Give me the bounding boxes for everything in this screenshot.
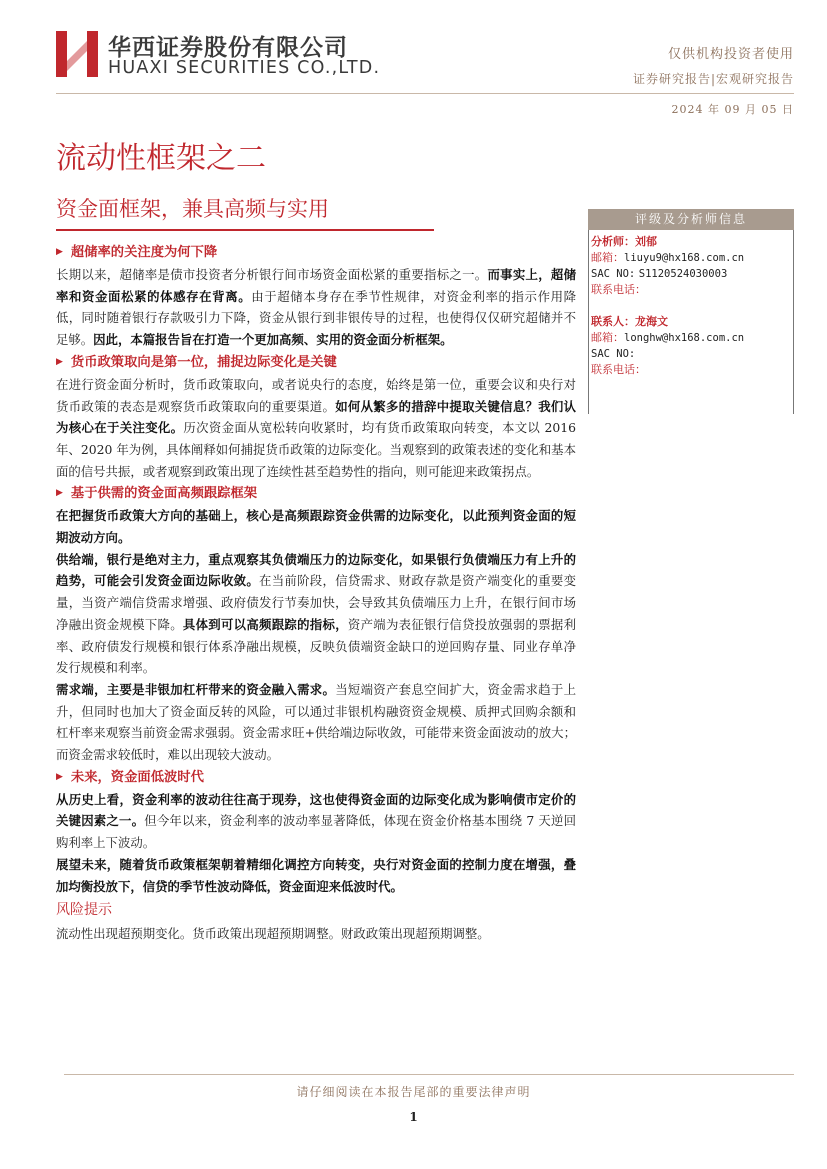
body-text: 长期以来，超储率是债市投资者分析银行间市场资金面松紧的重要指标之一。 — [56, 267, 488, 282]
section-heading — [56, 241, 576, 264]
audience-note: 仅供机构投资者使用 — [667, 47, 794, 62]
section-paragraph — [56, 789, 576, 854]
analyst-sac: S1120524030003 — [638, 268, 728, 280]
body-text: 资产端为表征银行信贷投放强弱的票据利率、政府债发行规模和银行体系净融出规模，反映负债端资金缺口的逆回购存量、同业存单净发行规模和利率。 — [56, 616, 577, 676]
contact-email[interactable]: longhw@hx168.com.cn — [624, 332, 745, 344]
section-heading — [56, 351, 576, 374]
emphasis-text: 而事实上，超储率和资金面松紧的体感存在背离。 — [56, 267, 577, 304]
contact-sac-row — [591, 346, 791, 362]
section-paragraph — [56, 505, 576, 548]
bullet-triangle-icon: ▶ — [56, 247, 63, 257]
section-paragraph — [56, 264, 576, 351]
analyst-info-header: 评级及分析师信息 — [588, 209, 794, 230]
risk-heading: 风险提示 — [56, 902, 112, 919]
body-text: 历次资金面从宽松转向收紧时，均有货币政策取向转变，本文以 2016 年、2020 年为例，具体阐释如何捕捉货币政策的边际变化。当观察到的政策表述的变化和基本面的信号共振，或者观察到政策出现了连续性甚至趋势性的指向，则可能迎来政策拐点。 — [56, 420, 576, 479]
section-heading-text: 基于供需的资金面高频跟踪框架 — [70, 486, 258, 502]
section-paragraph — [56, 549, 576, 679]
contact-name: 联系人：龙海文 — [591, 315, 668, 328]
section-heading — [56, 482, 576, 505]
body-text: 当短端资产套息空间扩大，资金需求趋于上升，但同时也加大了资金面反转的风险，可以通过非银机构融资资金规模、质押式回购余额和杠杆率来观察当前资金需求强弱。资金需求旺+供给端边际收敛，可能带来资金面波动的放大；而资金需求较低时，难以出现较大波动。 — [56, 681, 577, 763]
emphasis-text: 因此，本篇报告旨在打造一个更加高频、实用的资金面分析框架。 — [93, 332, 453, 348]
report-type: 证券研究报告|宏观研究报告 — [632, 72, 794, 86]
contact-email-label: 邮箱： — [591, 331, 624, 344]
analyst-email[interactable]: liuyu9@hx168.com.cn — [624, 252, 745, 264]
report-date: 2024 年 09 月 05 日 — [671, 103, 794, 116]
emphasis-text: 在把握货币政策大方向的基础上，核心是高频跟踪资金供需的边际变化，以此预判资金面的短期波动方向。 — [56, 508, 576, 546]
contact-sac-label: SAC NO: — [591, 348, 636, 360]
body-text: 但今年以来，资金利率的波动率显著降低，体现在资金价格基本围绕 7 天逆回购利率上下波动。 — [56, 813, 577, 851]
analyst-email-row — [591, 250, 791, 266]
analyst-email-label: 邮箱： — [591, 251, 624, 264]
emphasis-text: 需求端，主要是非银加杠杆带来的资金融入需求。 — [56, 681, 336, 697]
bullet-triangle-icon: ▶ — [56, 488, 63, 499]
contact-phone-label: 联系电话： — [591, 363, 646, 376]
analyst-sac-row — [591, 266, 791, 282]
risk-text: 流动性出现超预期变化。货币政策出现超预期调整。财政政策出现超预期调整。 — [56, 926, 490, 942]
emphasis-text: 具体到可以高频跟踪的指标， — [182, 616, 348, 632]
footer-divider — [64, 1074, 794, 1075]
analyst-phone-label: 联系电话： — [591, 283, 646, 296]
section-heading-text: 超储率的关注度为何下降 — [70, 245, 218, 260]
section-heading — [56, 766, 576, 789]
emphasis-text: 从历史上看，资金利率的波动往往高于现券，这也使得资金面的边际变化成为影响债市定价的关键因素之一。 — [56, 791, 576, 829]
company-name-en: HUAXI SECURITIES CO.,LTD. — [108, 58, 381, 78]
header-divider — [56, 93, 794, 94]
body-text: 在进行资金面分析时，货币政策取向，或者说央行的态度，始终是第一位，重要会议和央行对货币政策的表态是观察货币政策取向的重要渠道。 — [56, 376, 576, 414]
emphasis-text: 如何从繁多的措辞中提取关键信息？我们认为核心在于关注变化。 — [56, 398, 577, 436]
legal-notice: 请仔细阅读在本报告尾部的重要法律声明 — [296, 1085, 531, 1099]
emphasis-text: 展望未来，随着货币政策框架朝着精细化调控方向转变，央行对资金面的控制力度在增强，叠加均衡投放下，信贷的季节性波动降低，资金面迎来低波时代。 — [56, 856, 576, 894]
body-text: 在当前阶段，信贷需求、财政存款是资产端变化的重要变量，当资产端信贷需求增强、政府债发行节奏加快，会导致其负债端压力上升，在银行间市场净融出资金规模下降。 — [56, 573, 577, 632]
report-title: 流动性框架之二 — [56, 141, 266, 176]
body-text: 由于超储本身存在季节性规律，对资金利率的指示作用降低，同时随着银行存款吸引力下降，资金从银行到非银传导的过程，也使得仅仅研究超储并不足够。 — [56, 288, 576, 348]
section-heading-text: 货币政策取向是第一位，捕捉边际变化是关键 — [70, 354, 337, 370]
analyst-info-panel — [588, 209, 794, 414]
emphasis-text: 供给端，银行是绝对主力，重点观察其负债端压力的边际变化，如果银行负债端压力有上升的趋势，可能会引发资金面边际收敛。 — [56, 551, 576, 589]
analyst-name: 分析师：刘郁 — [591, 235, 657, 248]
subtitle-underline — [56, 229, 434, 231]
contact-email-row — [591, 330, 791, 346]
section-paragraph — [56, 374, 576, 483]
bullet-triangle-icon: ▶ — [56, 356, 63, 367]
report-body — [56, 241, 576, 945]
company-logo-icon — [56, 31, 98, 77]
analyst-sac-label: SAC NO: — [591, 268, 636, 280]
bullet-triangle-icon: ▶ — [56, 771, 63, 782]
report-subtitle: 资金面框架，兼具高频与实用 — [56, 197, 329, 221]
section-paragraph — [56, 679, 576, 766]
analyst-info-box — [588, 230, 794, 414]
page-number: 1 — [409, 1110, 418, 1124]
summary-sections — [56, 241, 576, 897]
section-heading-text: 未来，资金面低波时代 — [70, 769, 204, 785]
section-paragraph — [56, 854, 576, 897]
company-name-cn: 华西证券股份有限公司 — [108, 35, 348, 61]
